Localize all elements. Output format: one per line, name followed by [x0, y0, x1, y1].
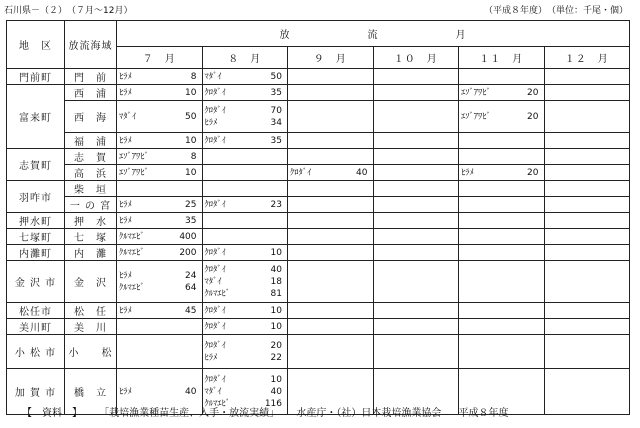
- table-row: [7, 213, 630, 229]
- month-cell: [202, 101, 288, 133]
- release-entry: [117, 151, 202, 163]
- release-entry: [117, 215, 202, 227]
- month-cell: [117, 133, 203, 149]
- place-cell: 西 海: [65, 101, 117, 133]
- release-entry: [117, 270, 202, 282]
- month-cell: [202, 133, 288, 149]
- quantity-value: 116: [264, 398, 282, 409]
- place-cell: 小 松: [65, 335, 117, 369]
- species-label: ﾏﾀﾞｲ: [119, 111, 137, 122]
- month-cell: [373, 181, 459, 197]
- table-row: [7, 149, 630, 165]
- month-cell: [459, 303, 545, 319]
- month-cell: [288, 319, 374, 335]
- release-entry: [203, 386, 288, 398]
- release-entry: [203, 135, 288, 147]
- month-cell: [117, 335, 203, 369]
- month-cell: [373, 319, 459, 335]
- species-label: ﾋﾗﾒ: [119, 135, 132, 146]
- table-row: [7, 319, 630, 335]
- month-cell: [117, 245, 203, 261]
- release-entry: [203, 288, 288, 300]
- species-label: ｴｿﾞｱﾜﾋﾞ: [461, 87, 491, 98]
- area-cell: 内灘町: [7, 245, 65, 261]
- area-cell: 門前町: [7, 69, 65, 85]
- species-label: ﾋﾗﾒ: [204, 352, 218, 363]
- species-label: ｸﾛﾀﾞｲ: [290, 167, 312, 178]
- month-cell: [202, 229, 288, 245]
- month-cell: [288, 213, 374, 229]
- quantity-value: 35: [185, 215, 197, 226]
- month-header: ９ 月: [288, 47, 374, 69]
- month-cell: [288, 85, 374, 101]
- month-cell: [117, 197, 203, 213]
- month-cell: [459, 69, 545, 85]
- quantity-value: 35: [270, 87, 282, 98]
- area-cell: 七塚町: [7, 229, 65, 245]
- month-cell: [544, 245, 630, 261]
- month-cell: [117, 69, 203, 85]
- quantity-value: 40: [185, 386, 197, 397]
- place-cell: 柴 垣: [65, 181, 117, 197]
- footer-year: 平成８年度: [458, 408, 509, 419]
- place-cell: 門 前: [65, 69, 117, 85]
- month-cell: [202, 85, 288, 101]
- quantity-value: 400: [179, 231, 197, 242]
- month-cell: [373, 165, 459, 181]
- species-label: ｸﾛﾀﾞｲ: [204, 340, 226, 351]
- footer: [22, 404, 523, 419]
- release-entry: [203, 264, 288, 276]
- month-cell: [288, 197, 374, 213]
- month-cell: [288, 165, 374, 181]
- species-label: ﾋﾗﾒ: [119, 305, 132, 316]
- quantity-value: 10: [270, 374, 282, 385]
- month-cell: [459, 245, 545, 261]
- month-cell: [373, 245, 459, 261]
- release-entry: [203, 374, 288, 386]
- month-cell: [459, 335, 545, 369]
- header-left: 石川県－（２） （７月～12月）: [4, 6, 133, 16]
- release-entry: [117, 282, 202, 294]
- month-cell: [202, 181, 288, 197]
- place-cell: 福 浦: [65, 133, 117, 149]
- release-entry: [203, 117, 288, 129]
- month-cell: [202, 303, 288, 319]
- month-cell: [544, 181, 630, 197]
- month-cell: [373, 213, 459, 229]
- species-label: ｸﾛﾀﾞｲ: [204, 264, 226, 275]
- area-cell: 小 松 市: [7, 335, 65, 369]
- month-cell: [373, 101, 459, 133]
- species-label: ｸﾛﾀﾞｲ: [204, 87, 226, 98]
- quantity-value: 64: [185, 282, 197, 293]
- area-cell: 富来町: [7, 85, 65, 149]
- month-cell: [288, 303, 374, 319]
- quantity-value: 8: [190, 151, 197, 162]
- month-cell: [117, 85, 203, 101]
- month-cell: [459, 261, 545, 303]
- table-row: [7, 335, 630, 369]
- quantity-value: 45: [185, 305, 197, 316]
- release-entry: [117, 135, 202, 147]
- place-cell: 西 浦: [65, 85, 117, 101]
- table-row: [7, 85, 630, 101]
- species-label: ｸﾙﾏｴﾋﾞ: [119, 231, 145, 242]
- col-area-header: 地 区: [7, 21, 65, 69]
- species-label: ｸﾙﾏｴﾋﾞ: [204, 288, 231, 299]
- month-cell: [202, 149, 288, 165]
- month-header: １２ 月: [544, 47, 630, 69]
- month-cell: [202, 245, 288, 261]
- species-label: ｸﾛﾀﾞｲ: [204, 135, 226, 146]
- month-cell: [373, 69, 459, 85]
- quantity-value: 18: [270, 276, 282, 287]
- place-cell: 一 の 宮: [65, 197, 117, 213]
- species-label: ｴｿﾞｱﾜﾋﾞ: [119, 167, 149, 178]
- release-entry: [117, 167, 202, 179]
- quantity-value: 10: [270, 305, 282, 316]
- month-cell: [459, 101, 545, 133]
- area-cell: 金 沢 市: [7, 261, 65, 303]
- area-cell: 志賀町: [7, 149, 65, 181]
- month-cell: [373, 197, 459, 213]
- month-cell: [117, 181, 203, 197]
- header-right: （平成８年度） （単位：千尾・個）: [483, 6, 628, 16]
- species-label: ﾋﾗﾒ: [204, 117, 218, 128]
- month-cell: [544, 101, 630, 133]
- month-cell: [373, 85, 459, 101]
- month-cell: [117, 149, 203, 165]
- table-row: [7, 101, 630, 133]
- place-cell: 橋 立: [65, 369, 117, 415]
- month-cell: [202, 197, 288, 213]
- place-cell: 松 任: [65, 303, 117, 319]
- table-row: [7, 245, 630, 261]
- release-entry: [203, 87, 288, 99]
- quantity-value: 40: [356, 167, 368, 178]
- month-cell: [544, 85, 630, 101]
- month-cell: [459, 165, 545, 181]
- place-cell: 七 塚: [65, 229, 117, 245]
- quantity-value: 24: [185, 270, 197, 281]
- release-entry: [117, 247, 202, 259]
- month-cell: [202, 69, 288, 85]
- month-cell: [288, 245, 374, 261]
- month-cell: [373, 149, 459, 165]
- species-label: ｸﾛﾀﾞｲ: [204, 199, 226, 210]
- place-cell: 押 水: [65, 213, 117, 229]
- area-cell: 押水町: [7, 213, 65, 229]
- species-label: ﾋﾗﾒ: [119, 215, 132, 226]
- month-cell: [459, 149, 545, 165]
- area-cell: 美川町: [7, 319, 65, 335]
- release-entry: [288, 167, 373, 179]
- month-cell: [544, 133, 630, 149]
- month-cell: [202, 335, 288, 369]
- table-row: [7, 69, 630, 85]
- quantity-value: 10: [185, 167, 197, 178]
- area-cell: 羽咋市: [7, 181, 65, 213]
- month-cell: [202, 165, 288, 181]
- month-cell: [544, 261, 630, 303]
- month-cell: [288, 133, 374, 149]
- month-cell: [117, 319, 203, 335]
- quantity-value: 10: [270, 247, 282, 258]
- month-cell: [288, 181, 374, 197]
- month-cell: [288, 335, 374, 369]
- quantity-value: 10: [185, 87, 197, 98]
- quantity-value: 8: [190, 71, 197, 82]
- release-entry: [203, 276, 288, 288]
- month-cell: [202, 319, 288, 335]
- release-entry: [203, 199, 288, 211]
- month-cell: [117, 101, 203, 133]
- place-cell: 志 賀: [65, 149, 117, 165]
- month-cell: [459, 197, 545, 213]
- release-entry: [117, 386, 202, 398]
- month-cell: [459, 319, 545, 335]
- species-label: ﾋﾗﾒ: [119, 87, 132, 98]
- month-header: ８ 月: [202, 47, 288, 69]
- release-entry: [459, 87, 544, 99]
- table-row: [7, 165, 630, 181]
- place-cell: 内 灘: [65, 245, 117, 261]
- area-cell: 加 賀 市: [7, 369, 65, 415]
- place-cell: 金 沢: [65, 261, 117, 303]
- month-cell: [459, 181, 545, 197]
- month-cell: [373, 133, 459, 149]
- species-label: ｸﾛﾀﾞｲ: [204, 321, 226, 332]
- species-label: ｴｿﾞｱﾜﾋﾞ: [119, 151, 149, 162]
- species-label: ｸﾛﾀﾞｲ: [204, 305, 226, 316]
- month-cell: [544, 303, 630, 319]
- release-entry: [117, 71, 202, 83]
- footer-label: 【 資料 】: [22, 408, 82, 419]
- month-cell: [544, 69, 630, 85]
- quantity-value: 200: [179, 247, 197, 258]
- table-body: [7, 69, 630, 415]
- species-label: ﾋﾗﾒ: [119, 71, 132, 82]
- release-entry: [203, 340, 288, 352]
- month-cell: [288, 149, 374, 165]
- release-table: [6, 20, 630, 415]
- table-row: [7, 197, 630, 213]
- quantity-value: 70: [270, 105, 282, 116]
- table-row: [7, 133, 630, 149]
- month-cell: [288, 69, 374, 85]
- month-cell: [544, 319, 630, 335]
- month-cell: [459, 229, 545, 245]
- species-label: ﾏﾀﾞｲ: [204, 71, 222, 82]
- quantity-value: 20: [527, 87, 539, 98]
- month-cell: [459, 133, 545, 149]
- month-header: １０ 月: [373, 47, 459, 69]
- quantity-value: 50: [270, 71, 282, 82]
- species-label: ﾏﾀﾞｲ: [204, 276, 222, 287]
- release-entry: [203, 305, 288, 317]
- species-label: ﾋﾗﾒ: [119, 199, 132, 210]
- species-label: ﾋﾗﾒ: [119, 270, 132, 281]
- month-cell: [459, 85, 545, 101]
- species-label: ｸﾙﾏｴﾋﾞ: [204, 398, 231, 409]
- month-cell: [288, 229, 374, 245]
- release-entry: [203, 321, 288, 333]
- species-label: ﾏﾀﾞｲ: [204, 386, 222, 397]
- month-cell: [459, 213, 545, 229]
- month-cell: [373, 229, 459, 245]
- release-entry: [117, 199, 202, 211]
- species-label: ﾋﾗﾒ: [119, 386, 132, 397]
- quantity-value: 10: [270, 321, 282, 332]
- month-header: ７ 月: [117, 47, 203, 69]
- quantity-value: 40: [270, 386, 282, 397]
- table-row: [7, 181, 630, 197]
- release-entry: [117, 111, 202, 123]
- quantity-value: 34: [270, 117, 282, 128]
- species-label: ｸﾛﾀﾞｲ: [204, 105, 226, 116]
- table-row: [7, 303, 630, 319]
- release-entry: [203, 352, 288, 364]
- month-cell: [288, 261, 374, 303]
- month-header: １１ 月: [459, 47, 545, 69]
- quantity-value: 22: [270, 352, 282, 363]
- month-cell: [544, 197, 630, 213]
- month-cell: [544, 213, 630, 229]
- species-label: ｸﾙﾏｴﾋﾞ: [119, 247, 145, 258]
- quantity-value: 20: [527, 167, 539, 178]
- release-entry: [459, 111, 544, 123]
- place-cell: 高 浜: [65, 165, 117, 181]
- table-row: [7, 261, 630, 303]
- release-entry: [203, 105, 288, 117]
- col-place-header: 放流海域: [65, 21, 117, 69]
- quantity-value: 25: [185, 199, 197, 210]
- release-entry: [117, 87, 202, 99]
- col-release-header: 放 流 月: [117, 21, 630, 47]
- month-cell: [544, 229, 630, 245]
- release-entry: [203, 247, 288, 259]
- species-label: ｸﾙﾏｴﾋﾞ: [119, 282, 145, 293]
- month-cell: [373, 335, 459, 369]
- month-cell: [544, 165, 630, 181]
- quantity-value: 50: [185, 111, 197, 122]
- release-entry: [117, 231, 202, 243]
- species-label: ｸﾛﾀﾞｲ: [204, 374, 226, 385]
- quantity-value: 81: [270, 288, 282, 299]
- species-label: ｸﾛﾀﾞｲ: [204, 247, 226, 258]
- table-row: [7, 229, 630, 245]
- month-cell: [373, 303, 459, 319]
- month-cell: [544, 335, 630, 369]
- species-label: ﾋﾗﾒ: [461, 167, 474, 178]
- quantity-value: 20: [527, 111, 539, 122]
- month-cell: [117, 165, 203, 181]
- quantity-value: 10: [185, 135, 197, 146]
- month-cell: [117, 213, 203, 229]
- quantity-value: 20: [270, 340, 282, 351]
- month-cell: [117, 229, 203, 245]
- place-cell: 美 川: [65, 319, 117, 335]
- month-cell: [544, 149, 630, 165]
- month-cell: [202, 213, 288, 229]
- month-cell: [202, 261, 288, 303]
- month-cell: [544, 369, 630, 415]
- quantity-value: 35: [270, 135, 282, 146]
- species-label: ｴｿﾞｱﾜﾋﾞ: [461, 111, 491, 122]
- month-cell: [373, 261, 459, 303]
- footer-org: 水産庁・（社）日本栽培漁業協会: [296, 408, 442, 419]
- month-cell: [117, 261, 203, 303]
- footer-source: 「栽培漁業種苗生産、入手・放流実績」: [99, 408, 280, 419]
- month-cell: [117, 303, 203, 319]
- month-cell: [288, 101, 374, 133]
- quantity-value: 40: [270, 264, 282, 275]
- quantity-value: 23: [270, 199, 282, 210]
- area-cell: 松任市: [7, 303, 65, 319]
- release-entry: [117, 305, 202, 317]
- release-entry: [459, 167, 544, 179]
- release-entry: [203, 71, 288, 83]
